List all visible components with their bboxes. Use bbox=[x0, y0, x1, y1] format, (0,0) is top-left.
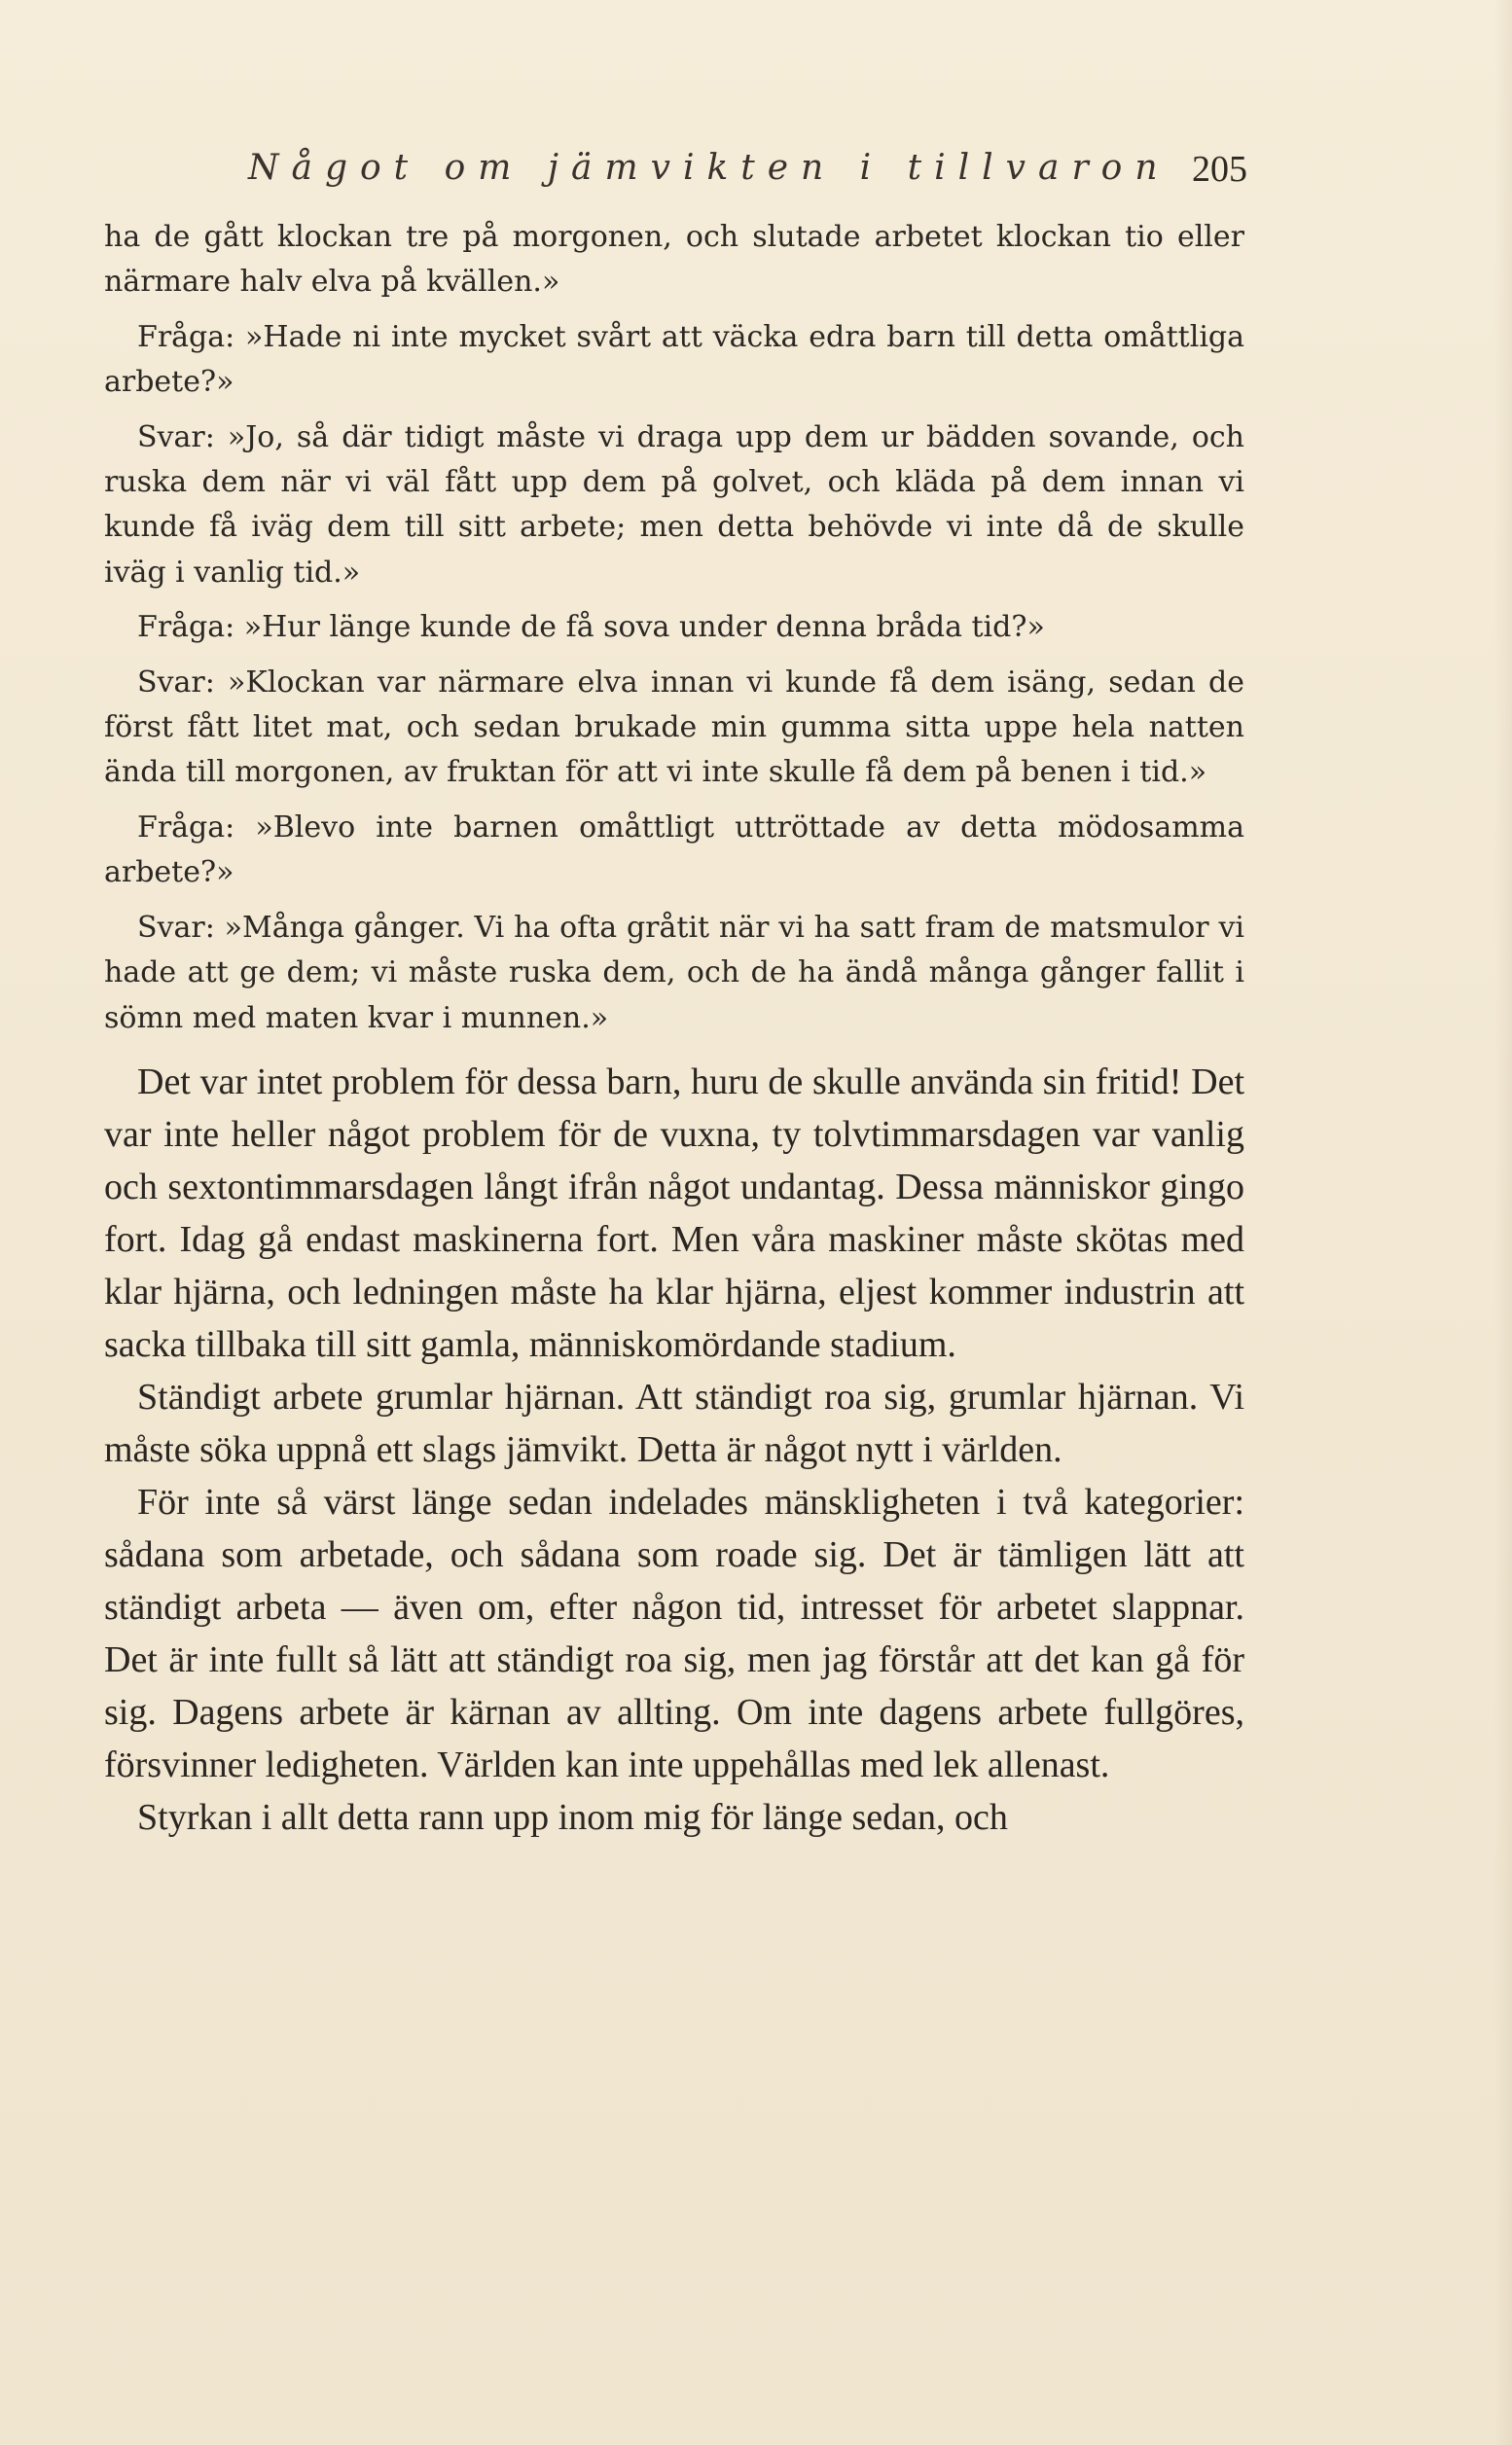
dialogue-question: Fråga: »Blevo inte barnen omåttligt uttröttade av detta mödosamma arbete?» bbox=[104, 809, 1244, 890]
text-block bbox=[104, 215, 1244, 1844]
dialogue-question: Fråga: »Hade ni inte mycket svårt att väcka edra barn till detta omåttliga arbete?» bbox=[104, 319, 1244, 400]
body-paragraph: Styrkan i allt detta rann upp inom mig för länge sedan, och bbox=[137, 1796, 1008, 1838]
dialogue-answer: Svar: »Jo, så där tidigt måste vi draga upp dem ur bädden sovande, och ruska dem när vi väl fått upp dem på golvet, och kläda på dem innan vi kunde få iväg dem till sitt arbete; men detta behövde vi inte då de skulle iväg i vanlig tid.» bbox=[104, 419, 1244, 590]
running-head bbox=[248, 148, 1247, 206]
dialogue-continuation: ha de gått klockan tre på morgonen, och slutade arbetet klockan tio eller närmare halv elva på kvällen.» bbox=[104, 220, 1244, 300]
body-text bbox=[104, 1056, 1244, 1844]
page-edge-shadow bbox=[1494, 0, 1512, 2445]
body-paragraph: För inte så värst länge sedan indelades mänskligheten i två kategorier: sådana som arbetade, och sådana som roade sig. Det är tämligen lätt att ständigt arbeta — även om, efter någon tid, intresset för arbetet slappnar. Det är inte fullt så lätt att ständigt roa sig, men jag förstår att det kan gå för sig. Dagens arbete är kärnan av allting. Om inte dagens arbete fullgöres, försvinner ledigheten. Världen kan inte uppehållas med lek allenast. bbox=[104, 1481, 1244, 1785]
dialogue-answer: Svar: »Många gånger. Vi ha ofta gråtit när vi ha satt fram de matsmulor vi hade att ge dem; vi måste ruska dem, och de ha ändå många gånger fallit i sömn med maten kvar i munnen.» bbox=[104, 910, 1244, 1035]
testimony-dialogue bbox=[104, 215, 1244, 1041]
page-number: 205 bbox=[1192, 149, 1247, 190]
dialogue-question: Fråga: »Hur länge kunde de få sova under denna bråda tid?» bbox=[137, 610, 1045, 645]
body-paragraph: Det var intet problem för dessa barn, huru de skulle använda sin fritid! Det var inte heller något problem för de vuxna, ty tolvtimmarsdagen var vanlig och sextontimmarsdagen långt ifrån något undantag. Dessa människor gingo fort. Idag gå endast maskinerna fort. Men våra maskiner måste skötas med klar hjärna, och ledningen måste ha klar hjärna, eljest kommer industrin att sacka tillbaka till sitt gamla, människomördande stadium. bbox=[104, 1061, 1244, 1365]
body-paragraph: Ständigt arbete grumlar hjärnan. Att ständigt roa sig, grumlar hjärnan. Vi måste söka uppnå ett slags jämvikt. Detta är något nytt i världen. bbox=[104, 1376, 1244, 1470]
running-title: Något om jämvikten i tillvaron bbox=[248, 148, 1170, 188]
dialogue-answer: Svar: »Klockan var närmare elva innan vi kunde få dem isäng, sedan de först fått litet mat, och sedan brukade min gumma sitta uppe hela natten ända till morgonen, av fruktan för att vi inte skulle få dem på benen i tid.» bbox=[104, 665, 1244, 790]
